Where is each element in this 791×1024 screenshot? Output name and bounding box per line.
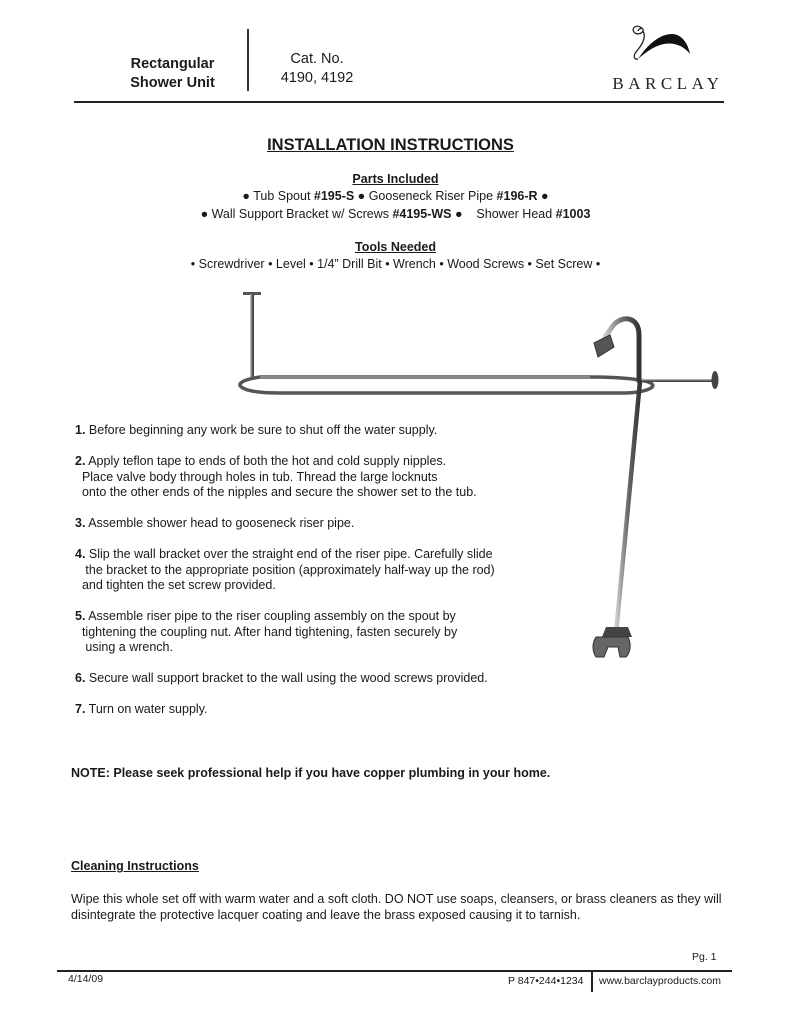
step-number: 5. [75, 609, 86, 623]
part-label: ● Wall Support Bracket w/ Screws [200, 207, 393, 221]
step-number: 4. [75, 547, 86, 561]
step-line [75, 671, 488, 687]
instruction-step [75, 516, 354, 532]
phone-number: P 847•244•1234 [508, 975, 584, 987]
riser-pipe [616, 381, 640, 633]
header-divider [247, 29, 249, 91]
step-text: Slip the wall bracket over the straight end of the riser pipe. Carefully slide [85, 547, 493, 561]
step-number: 7. [75, 702, 86, 716]
step-line [75, 702, 208, 718]
footer-divider [591, 971, 593, 992]
step-text: Assemble shower head to gooseneck riser pipe. [85, 516, 355, 530]
step-text: Turn on water supply. [85, 702, 208, 716]
step-number: 6. [75, 671, 86, 685]
part-label: ● Gooseneck Riser Pipe [354, 189, 497, 203]
product-name [100, 55, 245, 93]
instruction-step [75, 671, 488, 687]
step-line [75, 516, 354, 532]
step-text: using a wrench. [75, 640, 173, 654]
product-name-line2: Shower Unit [130, 75, 215, 91]
step-line [75, 423, 437, 439]
page-title: INSTALLATION INSTRUCTIONS [267, 136, 514, 154]
parts-heading: Parts Included [352, 172, 439, 186]
step-line [75, 625, 457, 641]
instruction-step [75, 547, 495, 594]
curtain-ring [240, 377, 653, 393]
step-line [75, 563, 495, 579]
cleaning-heading: Cleaning Instructions [71, 859, 199, 873]
website-link[interactable]: www.barclayproducts.com [599, 975, 721, 987]
tub-spout-valve [593, 637, 630, 657]
catalog-label: Cat. No. [290, 51, 344, 67]
part-label: ● Shower Head [451, 207, 556, 221]
step-number: 1. [75, 423, 86, 437]
instruction-step [75, 423, 437, 439]
brand-name: BARCLAY [612, 74, 724, 93]
step-line [75, 578, 495, 594]
cleaning-text: Wipe this whole set off with warm water and a soft cloth. DO NOT use soaps, cleansers, or brass cleaners as they will disintegrate the protective lacquer coating and leave the brass exposed causing it to tarnish. [71, 892, 722, 922]
catalog-values: 4190, 4192 [280, 70, 354, 86]
wall-flange [712, 371, 719, 389]
instruction-step [75, 702, 208, 718]
step-text: Secure wall support bracket to the wall using the wood screws provided. [85, 671, 488, 685]
step-number: 3. [75, 516, 86, 530]
part-label: ● Tub Spout [242, 189, 314, 203]
valve-coupling [602, 627, 632, 637]
step-line [75, 609, 457, 625]
step-text: Apply teflon tape to ends of both the hot and cold supply nipples. [85, 454, 447, 468]
tools-heading: Tools Needed [354, 240, 437, 254]
step-line [75, 547, 495, 563]
parts-line-2 [0, 205, 791, 223]
instruction-step [75, 609, 457, 656]
step-line [75, 454, 477, 470]
wall-support-arm [640, 379, 712, 382]
product-name-line1: Rectangular [130, 56, 215, 72]
step-line [75, 640, 457, 656]
step-text: and tighten the set screw provided. [75, 578, 276, 592]
catalog-number [262, 50, 372, 88]
part-number: #195-S [313, 189, 355, 203]
part-number: #196-R [496, 189, 538, 203]
step-text: Place valve body through holes in tub. Thread the large locknuts [75, 469, 438, 484]
footer-rule [57, 970, 732, 972]
step-text: the bracket to the appropriate position (approximately half-way up the rod) [75, 562, 495, 577]
page-number: Pg. 1 [692, 951, 717, 963]
step-text: onto the other ends of the nipples and secure the shower set to the tub. [75, 485, 477, 499]
revision-date: 4/14/09 [68, 973, 104, 985]
copper-plumbing-note: NOTE: Please seek professional help if you have copper plumbing in your home. [71, 766, 551, 780]
parts-line-1 [0, 187, 791, 205]
ceiling-support-rod [250, 294, 254, 380]
tools-list: • Screwdriver • Level • 1/4” Drill Bit • Wrench • Wood Screws • Set Screw • [190, 257, 601, 271]
header-rule [74, 101, 724, 103]
step-line [75, 485, 477, 501]
step-text: Before beginning any work be sure to shut off the water supply. [85, 423, 438, 437]
instruction-step [75, 454, 477, 501]
part-label: ● [537, 189, 549, 203]
shower-head [594, 335, 614, 357]
step-number: 2. [75, 454, 86, 468]
step-line [75, 470, 477, 486]
step-text: tightening the coupling nut. After hand tightening, fasten securely by [75, 624, 458, 639]
part-number: #1003 [555, 207, 591, 221]
step-text: Assemble riser pipe to the riser coupling assembly on the spout by [85, 609, 456, 623]
part-number: #4195-WS [392, 207, 452, 221]
